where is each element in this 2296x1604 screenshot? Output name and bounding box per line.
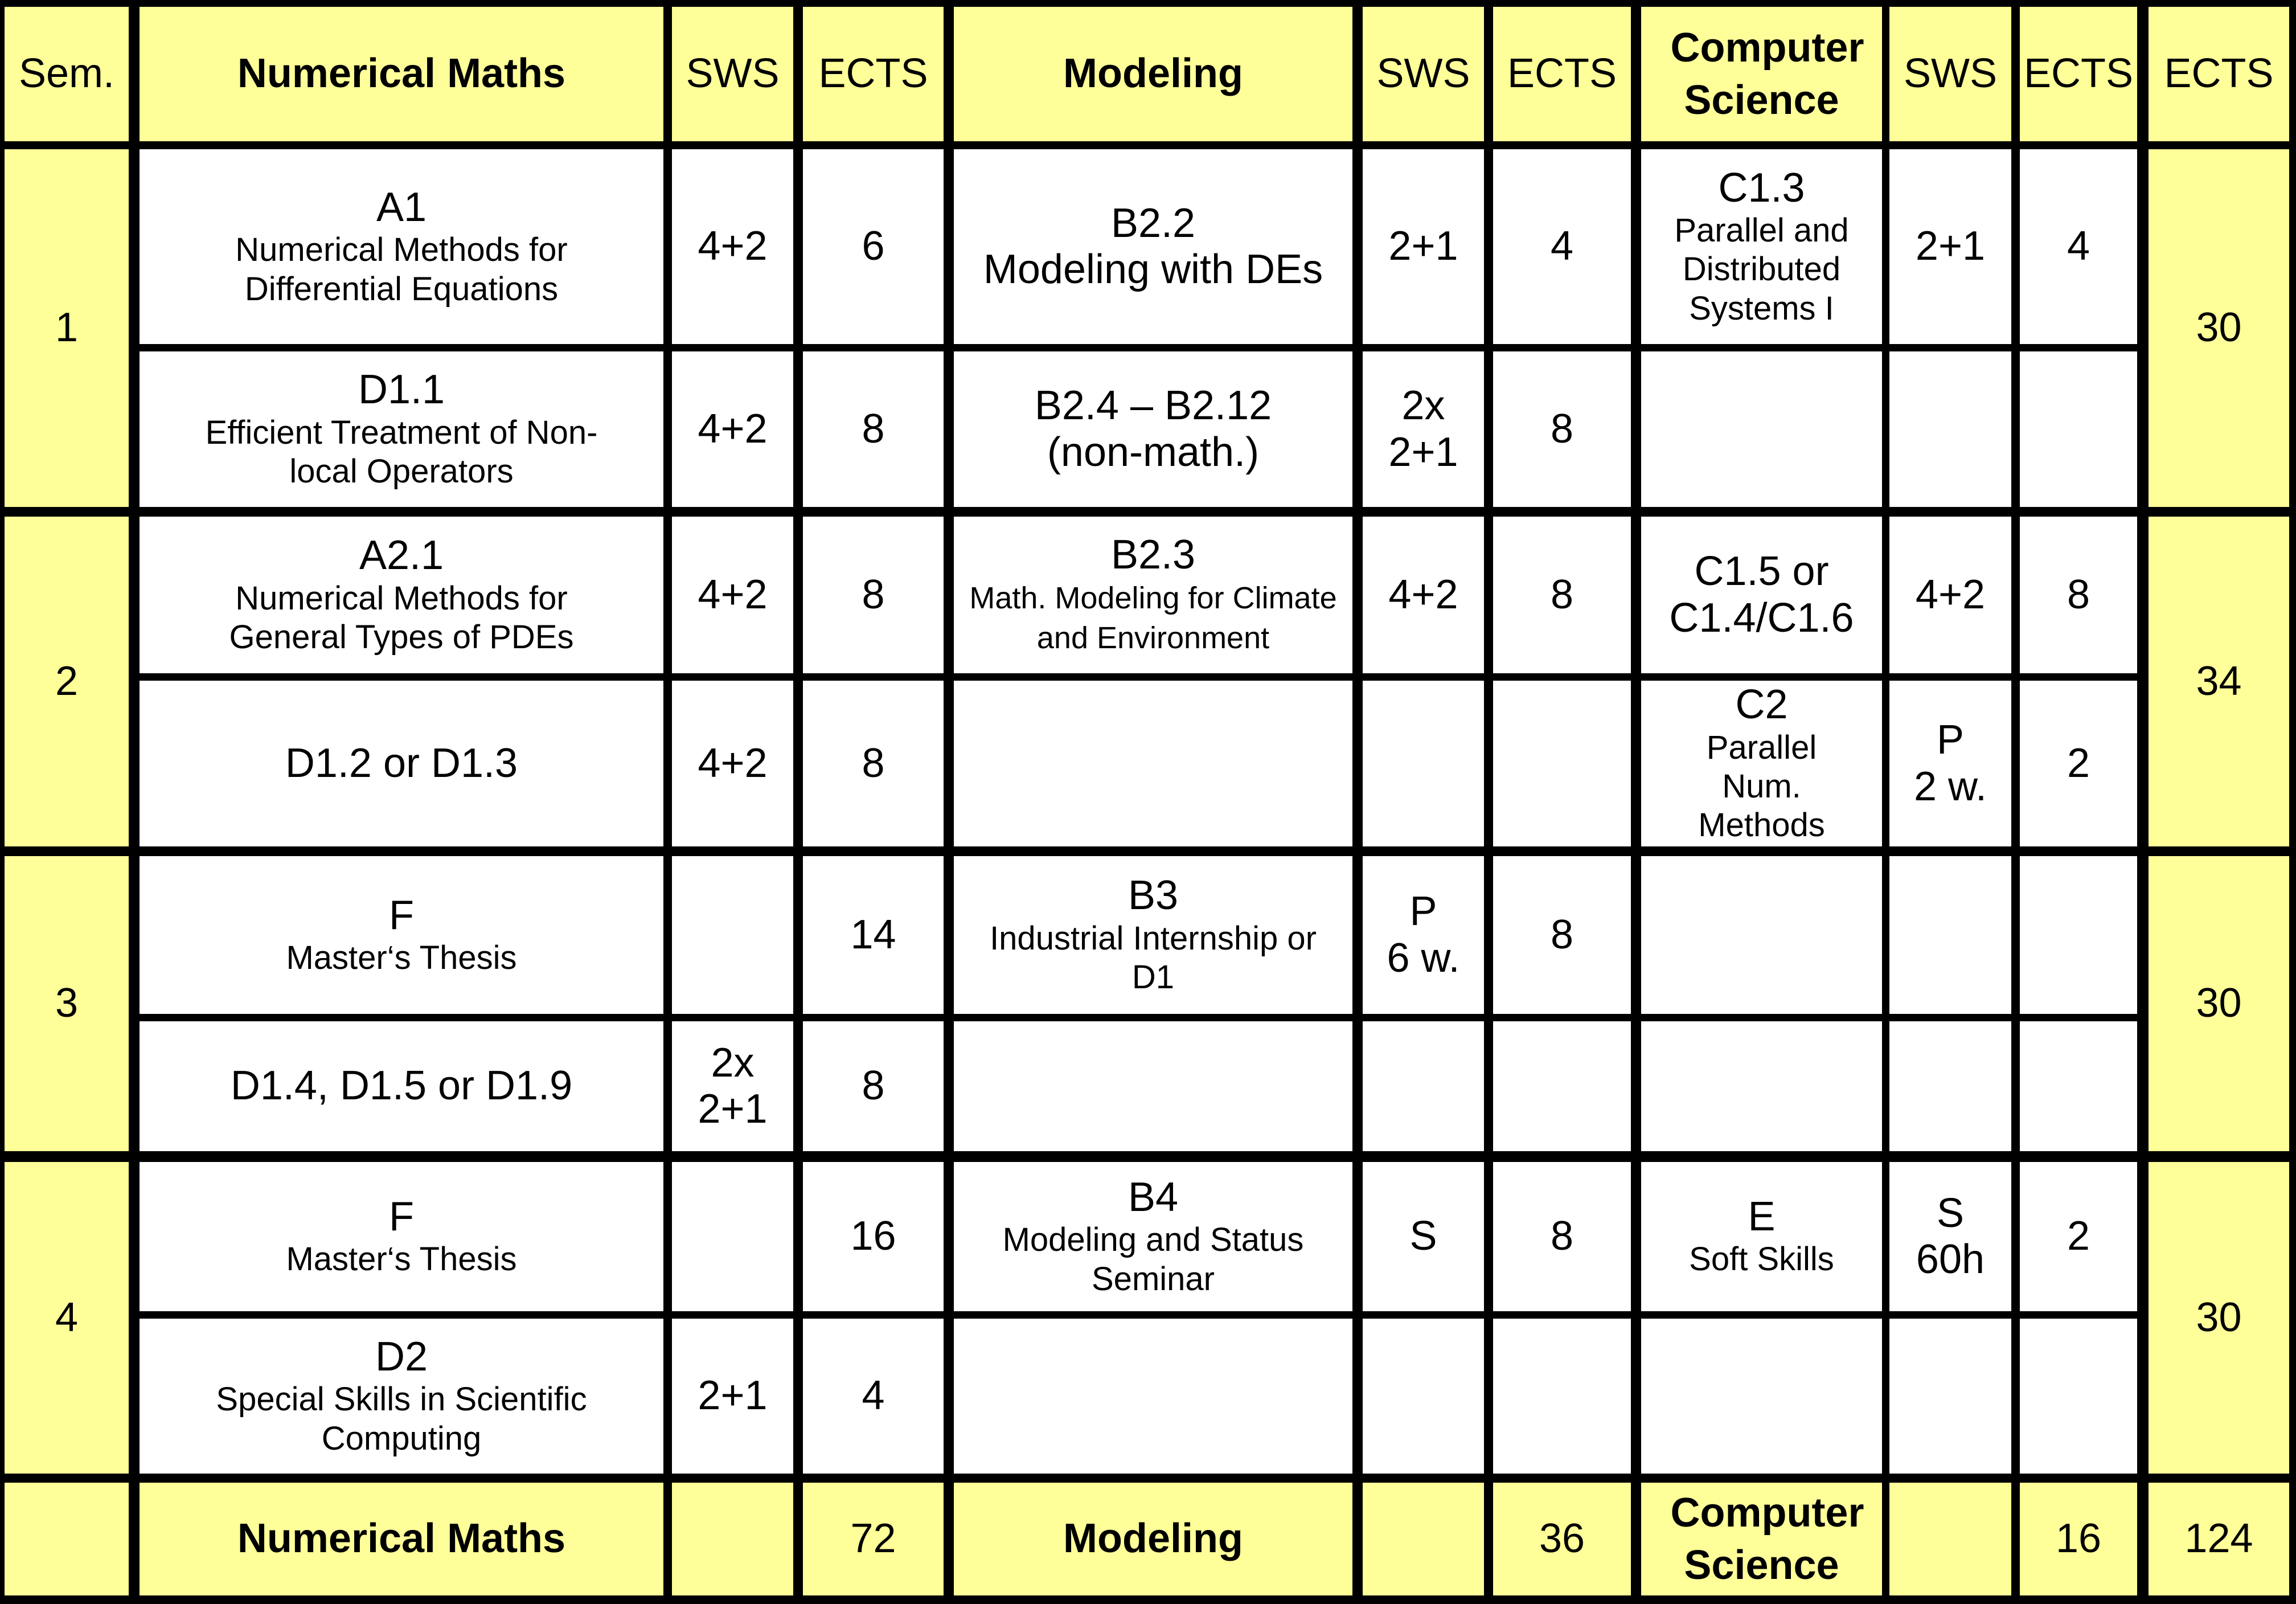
module-title: Numerical Methods for Differential Equations (235, 231, 568, 308)
ects-value: 16 (850, 1213, 896, 1259)
cs-ects (2020, 351, 2137, 507)
module-code: B3 (1128, 873, 1179, 919)
module-code-a: C1.5 or (1694, 549, 1829, 595)
header-sws-3-label: SWS (1903, 51, 1997, 97)
mod-ects (1493, 1162, 1631, 1311)
semester-number (5, 149, 129, 507)
sws-value-a: 2x (1401, 383, 1445, 429)
module-code: B2.4 – B2.12 (1034, 383, 1272, 429)
nm-module (140, 517, 663, 673)
footer-modeling (954, 1483, 1352, 1595)
nm-module (140, 1021, 663, 1151)
cs-module (1641, 149, 1882, 344)
cs-module (1641, 1162, 1882, 1311)
nm-sws (672, 681, 793, 846)
ects-value: 8 (862, 1063, 885, 1109)
footer-total-value: 124 (2184, 1516, 2253, 1562)
ects-value: 8 (2067, 571, 2090, 617)
module-title: Master‘s Thesis (286, 939, 517, 976)
semester-ects-total (2149, 856, 2289, 1151)
header-sem (5, 7, 129, 141)
module-code: D1.1 (358, 367, 445, 413)
nm-module (140, 681, 663, 846)
header-ects-3-label: ECTS (2023, 51, 2134, 97)
mod-sws (1363, 1021, 1484, 1151)
footer-mod-label: Modeling (1063, 1516, 1243, 1562)
cs-sws (1889, 351, 2011, 507)
sws-value: 2+1 (1388, 223, 1458, 269)
module-code: A1 (376, 184, 427, 230)
ects-value: 14 (850, 911, 896, 958)
module-code: F (389, 1194, 414, 1240)
semester-label: 1 (55, 305, 79, 351)
header-mod-label: Modeling (1063, 51, 1243, 97)
ects-value: 8 (1550, 1213, 1574, 1259)
nm-module (140, 1162, 663, 1311)
mod-ects (1493, 149, 1631, 344)
nm-ects (803, 149, 944, 344)
module-title: Special Skills in Scientific Computing (216, 1381, 587, 1457)
footer-nm-label: Numerical Maths (237, 1516, 566, 1562)
module-code: F (389, 892, 414, 938)
semester-total: 34 (2196, 658, 2242, 704)
semester-total: 30 (2196, 1294, 2242, 1340)
semester-ects-total (2149, 1162, 2289, 1474)
module-code: B2.2 (1110, 200, 1196, 246)
footer-mod-ects-value: 36 (1539, 1516, 1585, 1562)
module-title: Efficient Treatment of Non-local Operators (205, 414, 598, 490)
sws-value-b: 2+1 (698, 1086, 768, 1132)
header-sws-2 (1363, 7, 1484, 141)
nm-module (140, 1319, 663, 1474)
cs-module (1641, 1319, 1882, 1474)
footer-total (2149, 1483, 2289, 1595)
mod-sws (1363, 149, 1484, 344)
header-ects-total (2149, 7, 2289, 141)
sws-value-b: 2+1 (1388, 429, 1458, 475)
module-title: Modeling with DEs (983, 247, 1323, 292)
nm-sws (672, 1319, 793, 1474)
nm-sws (672, 149, 793, 344)
module-code: D1.4, D1.5 or D1.9 (230, 1063, 573, 1109)
semester-number (5, 1162, 129, 1474)
sws-value: 4+2 (698, 740, 768, 786)
sws-value: 2+1 (1915, 223, 1986, 269)
cs-ects (2020, 517, 2137, 673)
semester-ects-total (2149, 517, 2289, 846)
module-code: D2 (375, 1333, 428, 1380)
nm-ects (803, 1021, 944, 1151)
ects-value: 8 (1550, 406, 1574, 452)
mod-module (954, 681, 1352, 846)
ects-value: 8 (1550, 571, 1574, 617)
module-title: Soft Skills (1689, 1241, 1834, 1278)
module-title: Industrial Internship or D1 (990, 919, 1317, 996)
mod-sws (1363, 517, 1484, 673)
cs-ects (2020, 856, 2137, 1014)
mod-module (954, 517, 1352, 673)
module-title: Math. Modeling for Climate and Environment (969, 580, 1337, 656)
ects-value: 2 (2067, 1213, 2090, 1259)
semester-number (5, 856, 129, 1151)
mod-ects (1493, 856, 1631, 1014)
cs-sws (1889, 681, 2011, 846)
header-sem-label: Sem. (18, 51, 115, 97)
module-code: B2.3 (1110, 531, 1196, 578)
nm-module (140, 149, 663, 344)
footer-cs-ects (2020, 1483, 2137, 1595)
semester-label: 3 (55, 980, 79, 1026)
module-code: E (1748, 1194, 1776, 1240)
module-title: (non-math.) (1047, 429, 1260, 475)
semester-label: 2 (55, 658, 79, 704)
semester-label: 4 (55, 1294, 79, 1340)
cs-module (1641, 351, 1882, 507)
nm-ects (803, 856, 944, 1014)
mod-ects (1493, 517, 1631, 673)
sws-value: 4+2 (698, 406, 768, 452)
cs-sws (1889, 517, 2011, 673)
mod-ects (1493, 351, 1631, 507)
nm-sws (672, 517, 793, 673)
sws-value: 4+2 (1915, 571, 1986, 617)
sws-value: 4+2 (1388, 571, 1458, 617)
cs-ects (2020, 149, 2137, 344)
sws-value: 2+1 (698, 1373, 768, 1419)
mod-sws (1363, 856, 1484, 1014)
header-sws-1 (672, 7, 793, 141)
cs-sws (1889, 149, 2011, 344)
footer-mod-ects (1493, 1483, 1631, 1595)
footer-numerical-maths (140, 1483, 663, 1595)
sws-value-a: 2x (711, 1040, 755, 1086)
header-sws-3 (1889, 7, 2011, 141)
footer-nm-ects (803, 1483, 944, 1595)
ects-value: 8 (862, 571, 885, 617)
ects-value: 4 (862, 1373, 885, 1419)
nm-module (140, 351, 663, 507)
cs-ects (2020, 1162, 2137, 1311)
footer-cs-ects-value: 16 (2055, 1516, 2102, 1562)
header-ects-1-label: ECTS (818, 51, 928, 97)
module-title: Parallel Num. Methods (1698, 729, 1825, 844)
nm-ects (803, 1162, 944, 1311)
nm-ects (803, 1319, 944, 1474)
module-code-b: C1.4/C1.6 (1669, 595, 1854, 641)
footer-cs-label: Computer Science (1670, 1490, 1864, 1588)
header-ects-2 (1493, 7, 1631, 141)
mod-sws (1363, 351, 1484, 507)
nm-module (140, 856, 663, 1014)
module-title: Modeling and Status Seminar (1002, 1221, 1304, 1298)
header-sws-2-label: SWS (1376, 51, 1470, 97)
cs-sws (1889, 1319, 2011, 1474)
sws-value-a: P (1409, 889, 1437, 935)
footer-nm-sws (672, 1483, 793, 1595)
header-sws-1-label: SWS (686, 51, 780, 97)
mod-sws (1363, 1162, 1484, 1311)
mod-ects (1493, 1319, 1631, 1474)
header-modeling (954, 7, 1352, 141)
nm-ects (803, 681, 944, 846)
nm-sws (672, 351, 793, 507)
module-code: B4 (1128, 1174, 1179, 1220)
cs-sws (1889, 1162, 2011, 1311)
mod-sws (1363, 681, 1484, 846)
cs-sws (1889, 856, 2011, 1014)
mod-module (954, 1319, 1352, 1474)
header-ects-3 (2020, 7, 2137, 141)
mod-ects (1493, 681, 1631, 846)
cs-module (1641, 856, 1882, 1014)
sws-value-a: P (1936, 717, 1965, 763)
mod-sws (1363, 1319, 1484, 1474)
cs-module (1641, 517, 1882, 673)
ects-value: 6 (862, 223, 885, 269)
cs-ects (2020, 1319, 2137, 1474)
module-title: Numerical Methods for General Types of PDEs (229, 579, 574, 656)
ects-value: 2 (2067, 740, 2090, 786)
sws-value: 4+2 (698, 223, 768, 269)
sws-value-b: 2 w. (1913, 763, 1987, 809)
semester-number (5, 517, 129, 846)
header-nm-label: Numerical Maths (237, 51, 566, 97)
module-title: Parallel and Distributed Systems I (1674, 212, 1849, 327)
sws-value-b: 60h (1916, 1237, 1985, 1282)
header-cs-label: Computer Science (1670, 24, 1864, 123)
header-ects-1 (803, 7, 944, 141)
mod-module (954, 351, 1352, 507)
sws-value-a: S (1936, 1190, 1965, 1236)
cs-module (1641, 681, 1882, 846)
ects-value: 8 (862, 406, 885, 452)
nm-sws (672, 856, 793, 1014)
nm-ects (803, 351, 944, 507)
header-ects-2-label: ECTS (1507, 51, 1617, 97)
ects-value: 4 (2067, 223, 2090, 269)
cs-ects (2020, 681, 2137, 846)
semester-total: 30 (2196, 305, 2242, 351)
ects-value: 4 (1550, 223, 1574, 269)
nm-sws (672, 1021, 793, 1151)
cs-ects (2020, 1021, 2137, 1151)
semester-total: 30 (2196, 980, 2242, 1026)
module-code: D1.2 or D1.3 (285, 740, 518, 786)
sws-value: S (1409, 1213, 1437, 1259)
mod-module (954, 149, 1352, 344)
mod-module (954, 856, 1352, 1014)
ects-value: 8 (862, 740, 885, 786)
footer-mod-sws (1363, 1483, 1484, 1595)
sws-value-b: 6 w. (1387, 935, 1460, 981)
cs-sws (1889, 1021, 2011, 1151)
semester-ects-total (2149, 149, 2289, 507)
nm-ects (803, 517, 944, 673)
footer-blank (5, 1483, 129, 1595)
header-ects-total-label: ECTS (2164, 51, 2274, 97)
footer-cs-sws (1889, 1483, 2011, 1595)
sws-value: 4+2 (698, 571, 768, 617)
header-computer-science (1641, 7, 1882, 141)
ects-value: 8 (1550, 911, 1574, 958)
header-numerical-maths (140, 7, 663, 141)
module-code: C1.3 (1718, 165, 1805, 211)
module-code: C2 (1735, 682, 1788, 728)
cs-module (1641, 1021, 1882, 1151)
mod-ects (1493, 1021, 1631, 1151)
nm-sws (672, 1162, 793, 1311)
mod-module (954, 1162, 1352, 1311)
mod-module (954, 1021, 1352, 1151)
module-title: Master‘s Thesis (286, 1241, 517, 1278)
footer-computer-science (1641, 1483, 1882, 1595)
footer-nm-ects-value: 72 (850, 1516, 896, 1562)
module-code: A2.1 (359, 533, 444, 579)
